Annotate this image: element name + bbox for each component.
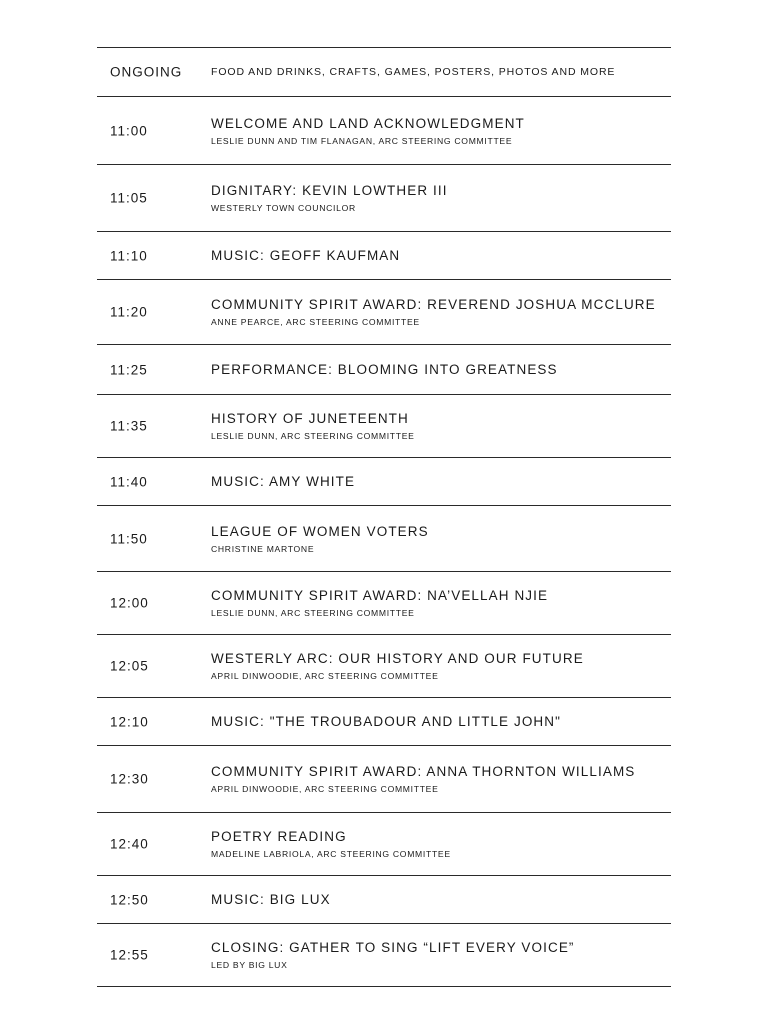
row-title: COMMUNITY SPIRIT AWARD: REVEREND JOSHUA MCCLURE	[211, 297, 656, 312]
row-time: 12:10	[110, 714, 149, 729]
row-title: FOOD AND DRINKS, CRAFTS, GAMES, POSTERS, PHOTOS AND MORE	[211, 66, 616, 78]
row-content	[211, 115, 525, 147]
row-content	[211, 939, 575, 971]
row-title: POETRY READING	[211, 829, 347, 844]
row-title: PERFORMANCE: BLOOMING INTO GREATNESS	[211, 361, 558, 377]
row-subtitle: APRIL DINWOODIE, ARC STEERING COMMITTEE	[211, 784, 439, 794]
row-title: MUSIC: GEOFF KAUFMAN	[211, 247, 401, 263]
row-subtitle: LESLIE DUNN, ARC STEERING COMMITTEE	[211, 608, 415, 618]
row-time: 11:05	[110, 190, 148, 206]
row-content	[211, 410, 415, 442]
row-time: 12:00	[110, 595, 149, 611]
row-title: COMMUNITY SPIRIT AWARD: NA’VELLAH NJIE	[211, 588, 549, 603]
row-title: HISTORY OF JUNETEENTH	[211, 411, 409, 426]
row-title: CLOSING: GATHER TO SING “LIFT EVERY VOICE”	[211, 940, 575, 955]
schedule-row-ongoing	[97, 48, 671, 97]
schedule-row-1250	[97, 876, 671, 924]
row-content	[211, 361, 558, 379]
row-time: 11:10	[110, 248, 148, 263]
row-content	[211, 763, 635, 795]
row-title: WESTERLY ARC: OUR HISTORY AND OUR FUTURE	[211, 651, 584, 666]
row-subtitle: CHRISTINE MARTONE	[211, 543, 315, 554]
row-content	[211, 828, 451, 860]
row-content	[211, 247, 400, 265]
row-content	[211, 523, 429, 555]
schedule-row-1255	[97, 924, 671, 987]
schedule-row-1210	[97, 698, 671, 746]
row-time: 11:40	[110, 474, 148, 489]
row-title: COMMUNITY SPIRIT AWARD: ANNA THORNTON WILLIAMS	[211, 764, 636, 779]
row-content	[211, 182, 448, 214]
row-title: MUSIC: BIG LUX	[211, 891, 331, 907]
schedule-row-1110	[97, 232, 671, 280]
row-subtitle: APRIL DINWOODIE, ARC STEERING COMMITTEE	[211, 671, 439, 681]
row-time: 11:50	[110, 531, 148, 546]
row-subtitle: MADELINE LABRIOLA, ARC STEERING COMMITTEE	[211, 849, 451, 859]
row-content	[211, 296, 656, 328]
row-time: ONGOING	[110, 64, 183, 80]
row-time: 12:30	[110, 771, 149, 787]
row-time: 12:50	[110, 892, 149, 907]
schedule-row-1230	[97, 746, 671, 813]
schedule-row-1205	[97, 635, 671, 698]
row-subtitle: ANNE PEARCE, ARC STEERING COMMITTEE	[211, 317, 420, 327]
row-content	[211, 713, 561, 731]
schedule-row-1100	[97, 97, 671, 165]
row-time: 12:55	[110, 947, 149, 963]
row-title: LEAGUE OF WOMEN VOTERS	[211, 523, 429, 539]
row-content	[211, 891, 331, 909]
row-title: MUSIC: AMY WHITE	[211, 473, 356, 489]
event-schedule	[97, 47, 671, 987]
row-content	[211, 650, 584, 682]
row-time: 11:00	[110, 123, 148, 138]
schedule-row-1240	[97, 813, 671, 876]
schedule-row-1150	[97, 506, 671, 572]
row-subtitle: LED BY BIG LUX	[211, 960, 288, 970]
row-subtitle: WESTERLY TOWN COUNCILOR	[211, 203, 356, 213]
row-content	[211, 63, 615, 81]
row-content	[211, 587, 548, 619]
row-time: 11:35	[110, 418, 148, 434]
row-title: WELCOME AND LAND ACKNOWLEDGMENT	[211, 115, 525, 131]
row-time: 12:40	[110, 836, 149, 852]
row-title: MUSIC: "THE TROUBADOUR AND LITTLE JOHN"	[211, 713, 562, 729]
schedule-row-1120	[97, 280, 671, 345]
row-content	[211, 473, 355, 491]
schedule-row-1200	[97, 572, 671, 635]
row-time: 11:20	[110, 304, 148, 320]
row-time: 12:05	[110, 658, 149, 674]
schedule-row-1135	[97, 395, 671, 458]
schedule-row-1125	[97, 345, 671, 395]
schedule-row-1140	[97, 458, 671, 506]
row-time: 11:25	[110, 362, 148, 377]
schedule-row-1105	[97, 165, 671, 232]
row-subtitle: LESLIE DUNN AND TIM FLANAGAN, ARC STEERING COMMITTEE	[211, 135, 513, 146]
row-title: DIGNITARY: KEVIN LOWTHER III	[211, 183, 448, 198]
row-subtitle: LESLIE DUNN, ARC STEERING COMMITTEE	[211, 431, 415, 441]
